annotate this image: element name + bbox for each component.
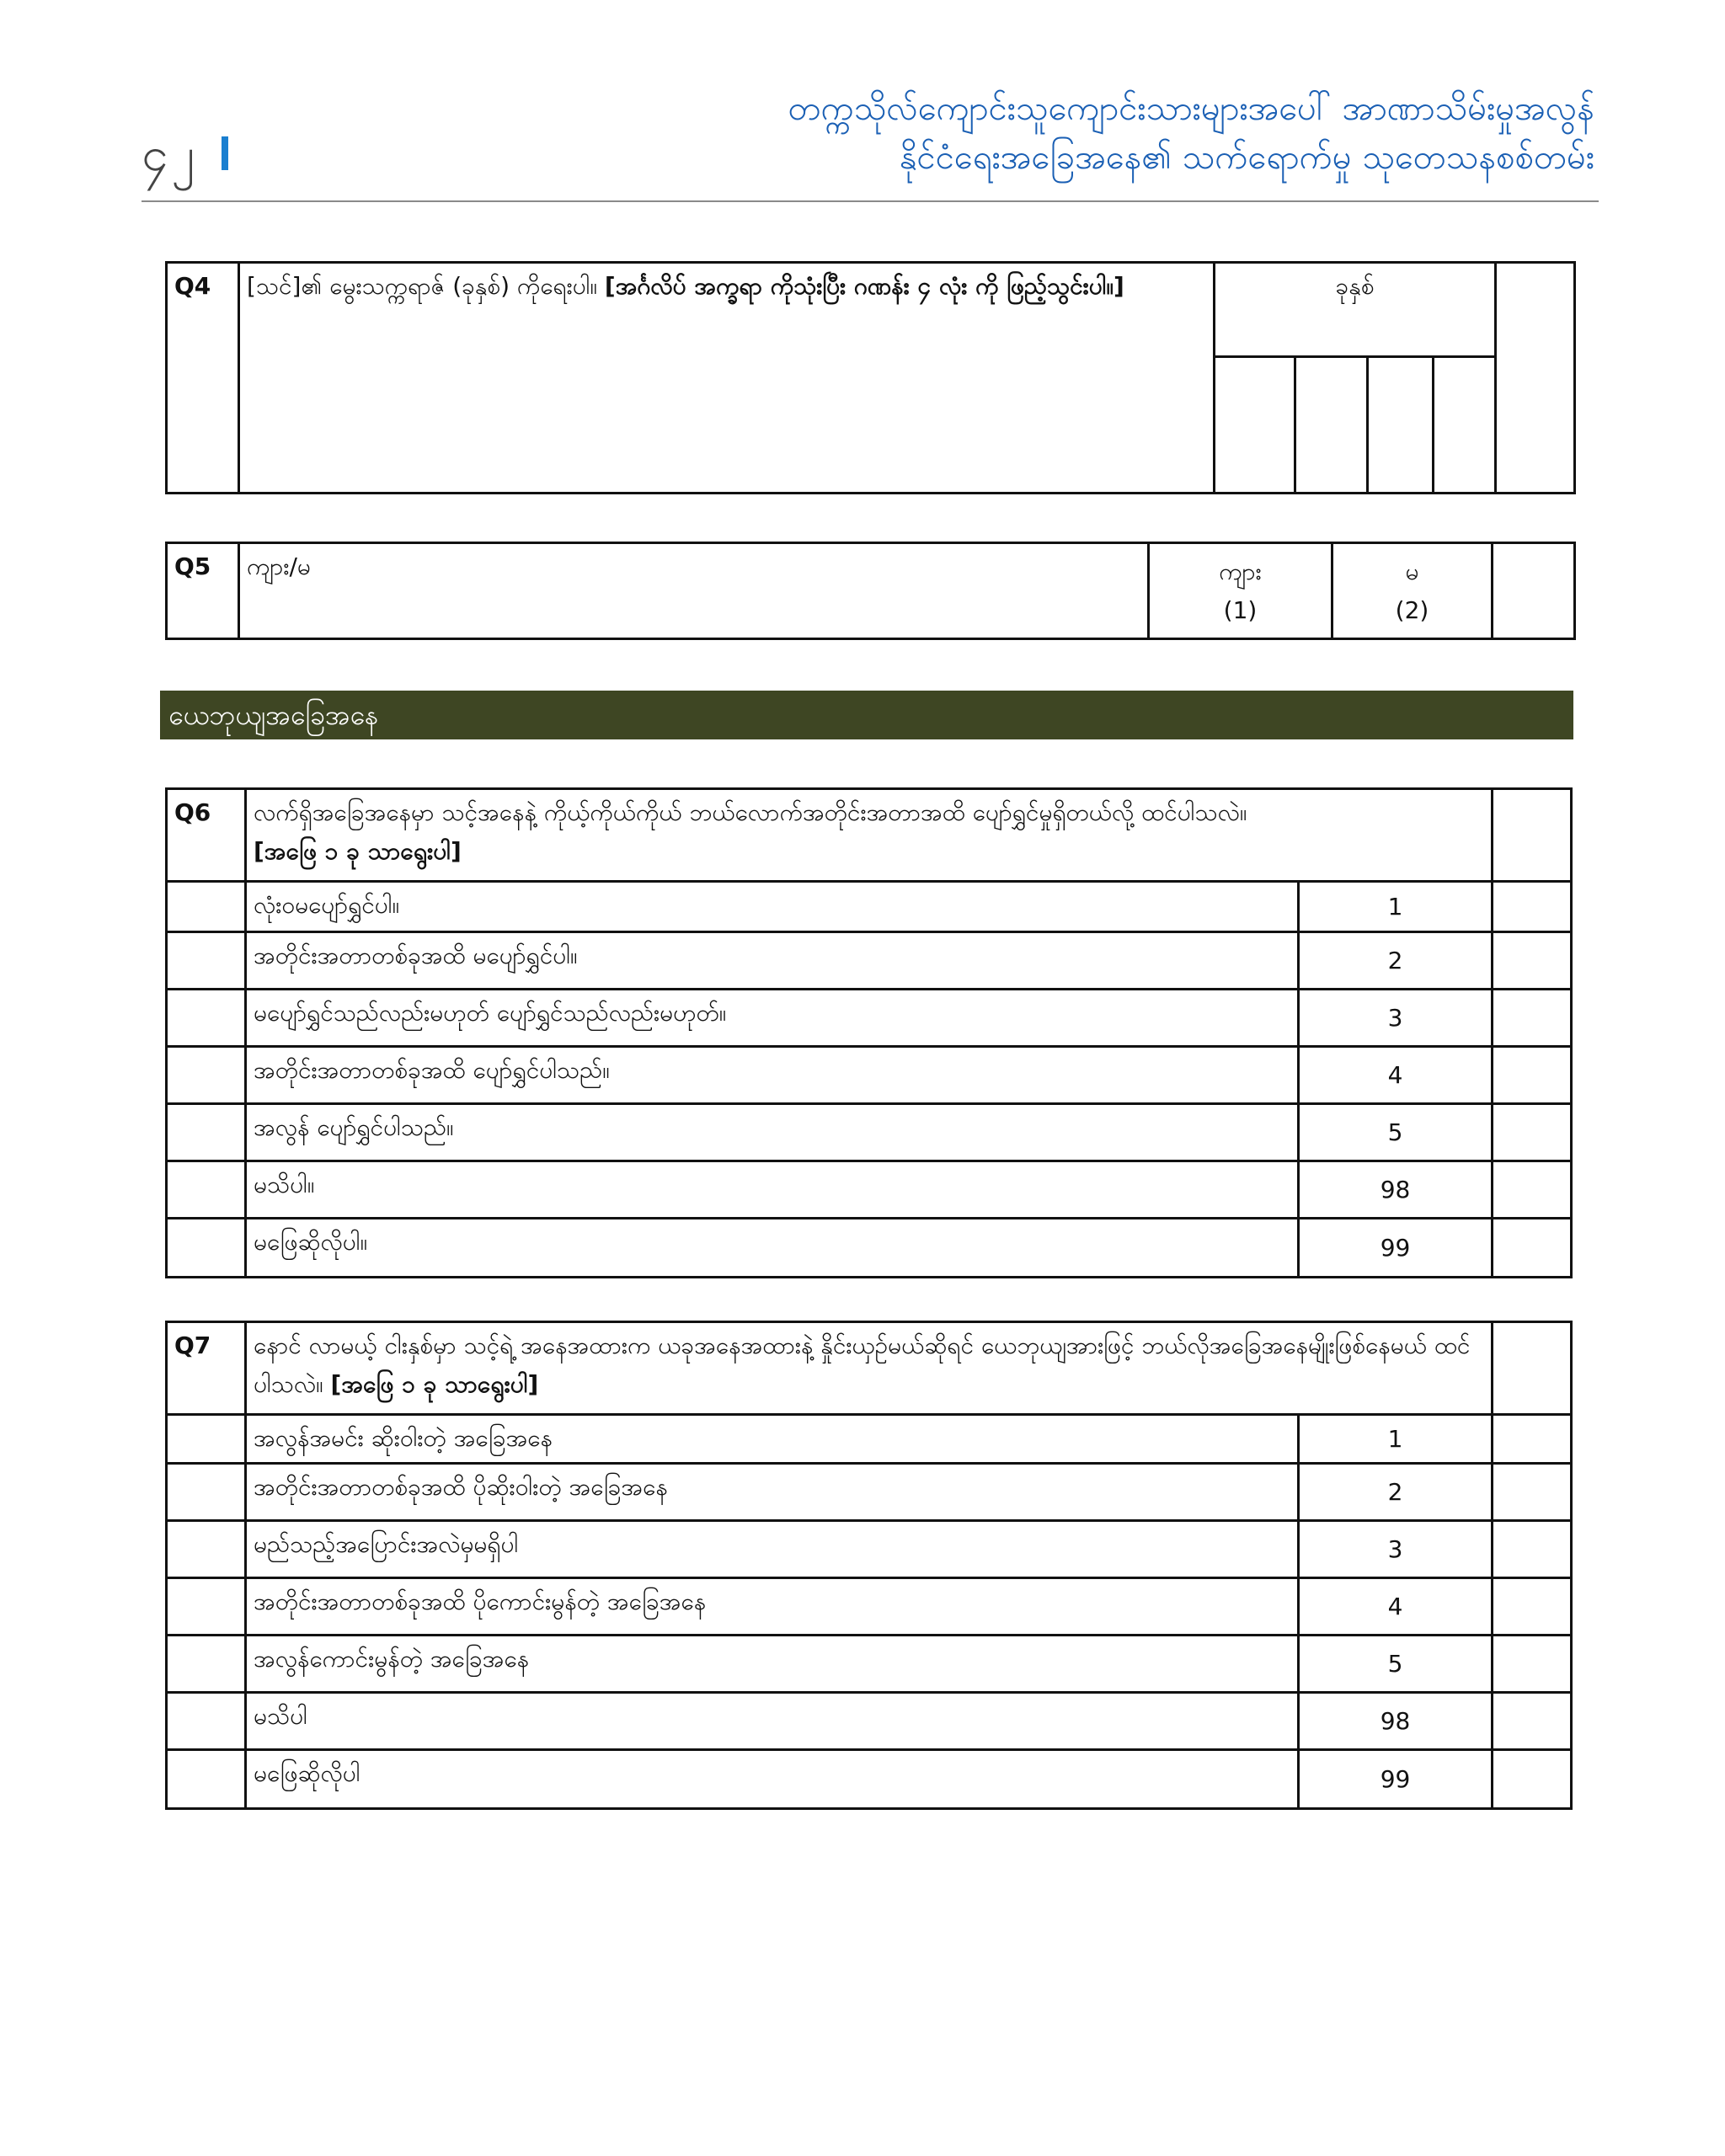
option-label: မဖြေဆိုလိုပါ: [246, 1750, 1299, 1809]
answer-option[interactable]: [167, 1578, 1572, 1636]
answer-option[interactable]: [167, 1047, 1572, 1104]
option-code: 4: [1299, 1578, 1493, 1636]
question-id: Q5: [167, 543, 239, 639]
option-label: မ: [1405, 557, 1419, 585]
option-label: အတိုင်းအတာတစ်ခုအထိ ပျော်ရွှင်ပါသည်။: [246, 1047, 1299, 1104]
year-digit-2-field[interactable]: [1295, 357, 1368, 494]
question-id: Q7: [167, 1322, 246, 1415]
option-label: မသိပါ။: [246, 1161, 1299, 1219]
option-label: အလွန် ပျော်ရွှင်ပါသည်။: [246, 1104, 1299, 1161]
answer-option[interactable]: [167, 990, 1572, 1047]
answer-option[interactable]: [167, 1219, 1572, 1278]
question-q4: [165, 261, 1576, 494]
answer-option[interactable]: [167, 882, 1572, 932]
question-id: Q6: [167, 789, 246, 882]
answer-option[interactable]: [167, 932, 1572, 990]
answer-option[interactable]: [167, 1636, 1572, 1693]
option-code: 99: [1299, 1219, 1493, 1278]
option-label: ကျား: [1219, 557, 1262, 585]
title-line-2: နိုင်ငံရေးအခြေအနေ၏ သက်ရောက်မှု သုတေသနစစ်တမ်း: [899, 138, 1594, 177]
year-label: ခုနှစ်: [1215, 263, 1496, 357]
option-label: အတိုင်းအတာတစ်ခုအထိ ပိုကောင်းမွန်တဲ့ အခြေအနေ: [246, 1578, 1299, 1636]
option-code: 5: [1299, 1104, 1493, 1161]
answer-option[interactable]: [167, 1104, 1572, 1161]
option-label: မသိပါ: [246, 1693, 1299, 1750]
question-text: [246, 1322, 1493, 1415]
page-number: ၄၂: [142, 127, 199, 182]
year-digit-3-field[interactable]: [1368, 357, 1434, 494]
answer-option[interactable]: [167, 1521, 1572, 1578]
answer-option[interactable]: [167, 1161, 1572, 1219]
question-id: Q4: [167, 263, 239, 494]
answer-option[interactable]: [167, 1415, 1572, 1464]
question-q7: [165, 1321, 1573, 1810]
option-code: 98: [1299, 1693, 1493, 1750]
answer-option[interactable]: [167, 1750, 1572, 1809]
year-digit-1-field[interactable]: [1215, 357, 1295, 494]
option-code: 1: [1299, 1415, 1493, 1464]
code-box: [1493, 789, 1572, 882]
code-box: [1493, 1322, 1572, 1415]
option-code: 2: [1299, 932, 1493, 990]
code-box: [1496, 263, 1575, 494]
option-label: မည်သည့်အပြောင်းအလဲမှမရှိပါ: [246, 1521, 1299, 1578]
question-prompt: လက်ရှိအခြေအနေမှာ သင့်အနေနဲ့ ကိုယ့်ကိုယ်ကိုယ် ဘယ်လောက်အတိုင်းအတာအထိ ပျော်ရွှင်မှုရှိတယ်လို့ ထင်ပါသလဲ။: [254, 798, 1247, 826]
option-label: လုံးဝမပျော်ရွှင်ပါ။: [246, 882, 1299, 932]
option-code: 2: [1299, 1464, 1493, 1521]
option-label: မဖြေဆိုလိုပါ။: [246, 1219, 1299, 1278]
question-text: [246, 789, 1493, 882]
option-code: 4: [1299, 1047, 1493, 1104]
option-code: 1: [1299, 882, 1493, 932]
option-code: 99: [1299, 1750, 1493, 1809]
option-female[interactable]: [1332, 543, 1493, 639]
option-code: 5: [1299, 1636, 1493, 1693]
document-title: [788, 84, 1594, 182]
section-heading: ယေဘုယျအခြေအနေ: [160, 691, 1573, 739]
question-instruction: [အဖြေ ၁ ခု သာရွေးပါ]: [330, 1370, 539, 1398]
answer-option[interactable]: [167, 1464, 1572, 1521]
option-code: 3: [1299, 990, 1493, 1047]
option-label: အလွန်အမင်း ဆိုးဝါးတဲ့ အခြေအနေ: [246, 1415, 1299, 1464]
option-code: (2): [1395, 595, 1429, 624]
option-code: 3: [1299, 1521, 1493, 1578]
question-prompt: နောင် လာမယ့် ငါးနှစ်မှာ သင့်ရဲ့ အနေအထားက ယခုအနေအထားနဲ့ နှိုင်းယှဉ်မယ်ဆိုရင် ယေဘုယျအားဖြင့် ဘယ်လိုအခြေအနေမျိုးဖြစ်နေမယ် ထင်ပါသလဲ။: [254, 1331, 1471, 1398]
question-text: [239, 263, 1215, 494]
question-q6: [165, 787, 1573, 1278]
option-label: အလွန်ကောင်းမွန်တဲ့ အခြေအနေ: [246, 1636, 1299, 1693]
option-code: 98: [1299, 1161, 1493, 1219]
question-text: ကျား/မ: [239, 543, 1149, 639]
header-divider: [142, 200, 1599, 202]
question-instruction: [အဖြေ ၁ ခု သာရွေးပါ]: [254, 837, 462, 865]
question-q5: [165, 542, 1576, 640]
question-prompt: [သင်]၏ မွေးသက္ကရာဇ် (ခုနှစ်) ကိုရေးပါ။: [247, 272, 605, 300]
option-male[interactable]: [1149, 543, 1332, 639]
option-label: အတိုင်းအတာတစ်ခုအထိ မပျော်ရွှင်ပါ။: [246, 932, 1299, 990]
option-code: (1): [1223, 595, 1258, 624]
title-line-1: တက္ကသိုလ်ကျောင်းသူကျောင်းသားများအပေါ် အာဏာသိမ်းမှုအလွန်: [788, 89, 1594, 128]
page-marker: [222, 136, 228, 170]
question-instruction: [အင်္ဂလိပ် အက္ခရာ ကိုသုံးပြီး ဂဏန်း ၄ လုံး ကို ဖြည့်သွင်းပါ။]: [604, 272, 1124, 300]
option-label: မပျော်ရွှင်သည်လည်းမဟုတ် ပျော်ရွှင်သည်လည်းမဟုတ်။: [246, 990, 1299, 1047]
year-digit-4-field[interactable]: [1434, 357, 1496, 494]
code-box: [1493, 543, 1575, 639]
answer-option[interactable]: [167, 1693, 1572, 1750]
option-label: အတိုင်းအတာတစ်ခုအထိ ပိုဆိုးဝါးတဲ့ အခြေအနေ: [246, 1464, 1299, 1521]
